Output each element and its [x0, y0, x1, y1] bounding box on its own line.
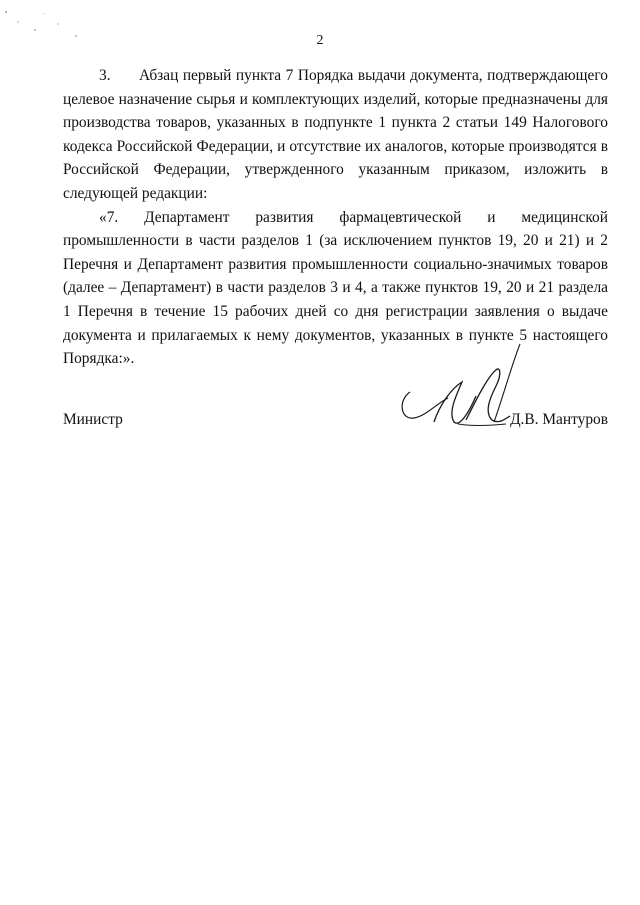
position-title: Министр: [63, 411, 123, 428]
signatory-name: Д.В. Мантуров: [510, 411, 608, 428]
page-number: 2: [316, 33, 324, 48]
scan-noise: [0, 0, 120, 60]
handwritten-signature: [396, 340, 526, 430]
item-3-number: 3.: [99, 67, 111, 84]
item-3-paragraph: [63, 64, 608, 206]
item-3-text: Абзац первый пункта 7 Порядка выдачи документа, подтверждающего целевое назначение сырья и комплектующих изделий, которые предназначены для производства товаров, указанных в подпункте 1 пункта 2 статьи 149 Налогового кодекса Российской Федерации, и отсутствие их аналогов, которые производятся в Российской Федерации, утвержденного указанным приказом, изложить в следующей редакции:: [63, 67, 608, 202]
quoted-paragraph: «7. Департамент развития фармацевтической и медицинской промышленности в части разделов 1 (за исключением пунктов 19, 20 и 21) и 2 Перечня и Департамент развития промышленности социально-значимых товаров (далее – Департамент) в части разделов 3 и 4, а также пунктов 19, 20 и 21 раздела 1 Перечня в течение 15 рабочих дней со дня регистрации заявления о выдаче документа и прилагаемых к нему документов, указанных в пункте 5 настоящего Порядка:».: [63, 208, 608, 368]
document-body: [63, 64, 608, 371]
